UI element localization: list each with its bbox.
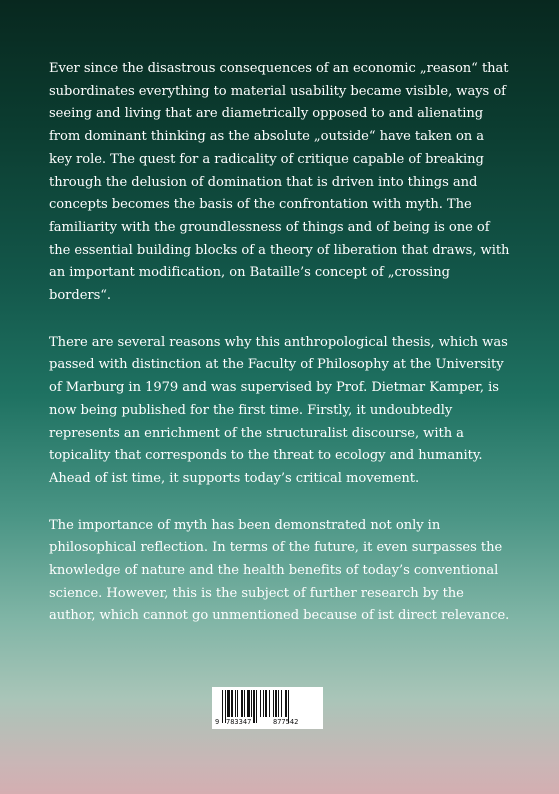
barcode-bar (273, 690, 274, 717)
barcode-bar (241, 690, 243, 717)
barcode-bar (237, 690, 238, 717)
barcode-first-digit: 9 (215, 718, 220, 726)
barcode-bar (269, 690, 270, 717)
barcode-bar (253, 690, 255, 723)
barcode-bar (275, 690, 277, 717)
barcode-bar (256, 690, 257, 723)
barcode-bar (285, 690, 287, 717)
barcode-left-digits: 783347 (226, 718, 252, 726)
barcode-bar (251, 690, 252, 717)
isbn-barcode (212, 687, 323, 729)
barcode-bar (222, 690, 223, 723)
blurb-paragraph-2: There are several reasons why this anthropological thesis, which was passed with distinction at the Faculty of Philosophy at the University of Marburg in 1979 and was supervised by Prof. Dietmar Kamper, is now being published for the first time. Firstly, it undoubtedly represents an enrichment of the structuralist discourse, with a topicality that corresponds to the threat to ecology and humanity. Ahead of ist time, it supports today’s critical movement. (49, 334, 508, 486)
blurb-paragraph-1: Ever since the disastrous consequences of an economic „reason“ that subordinates everything to material usability became visible, ways of seeing and living that are diametrically opposed to and alienating from dominant thinking as the absolute „outside“ have taken on a key role. The quest for a radicality of critique capable of breaking through the delusion of domination that is driven into things and concepts becomes the basis of the confrontation with myth. The familiarity with the groundlessness of things and of being is one of the essential building blocks of a theory of liberation that draws, with an important modification, on Bataille’s concept of „crossing borders“. (49, 61, 510, 304)
barcode-bar (235, 690, 236, 717)
barcode-bar (263, 690, 264, 717)
barcode-bar (278, 690, 279, 717)
barcode-bar (260, 690, 261, 717)
barcode-bar (244, 690, 245, 717)
barcode-bar (231, 690, 233, 717)
blurb-paragraph-3: The importance of myth has been demonstrated not only in philosophical reflection. In terms of the future, it even surpasses the knowledge of nature and the health benefits of today’s conventional science. However, this is the subject of further research by the author, which cannot go unmentioned because of ist direct relevance. (49, 517, 510, 624)
barcode-bar (247, 690, 250, 717)
barcode-bar (281, 690, 282, 717)
barcode-bar (227, 690, 230, 717)
barcode-bar (265, 690, 267, 717)
back-cover-blurb (49, 58, 511, 652)
barcode-right-digits: 877542 (273, 718, 299, 726)
